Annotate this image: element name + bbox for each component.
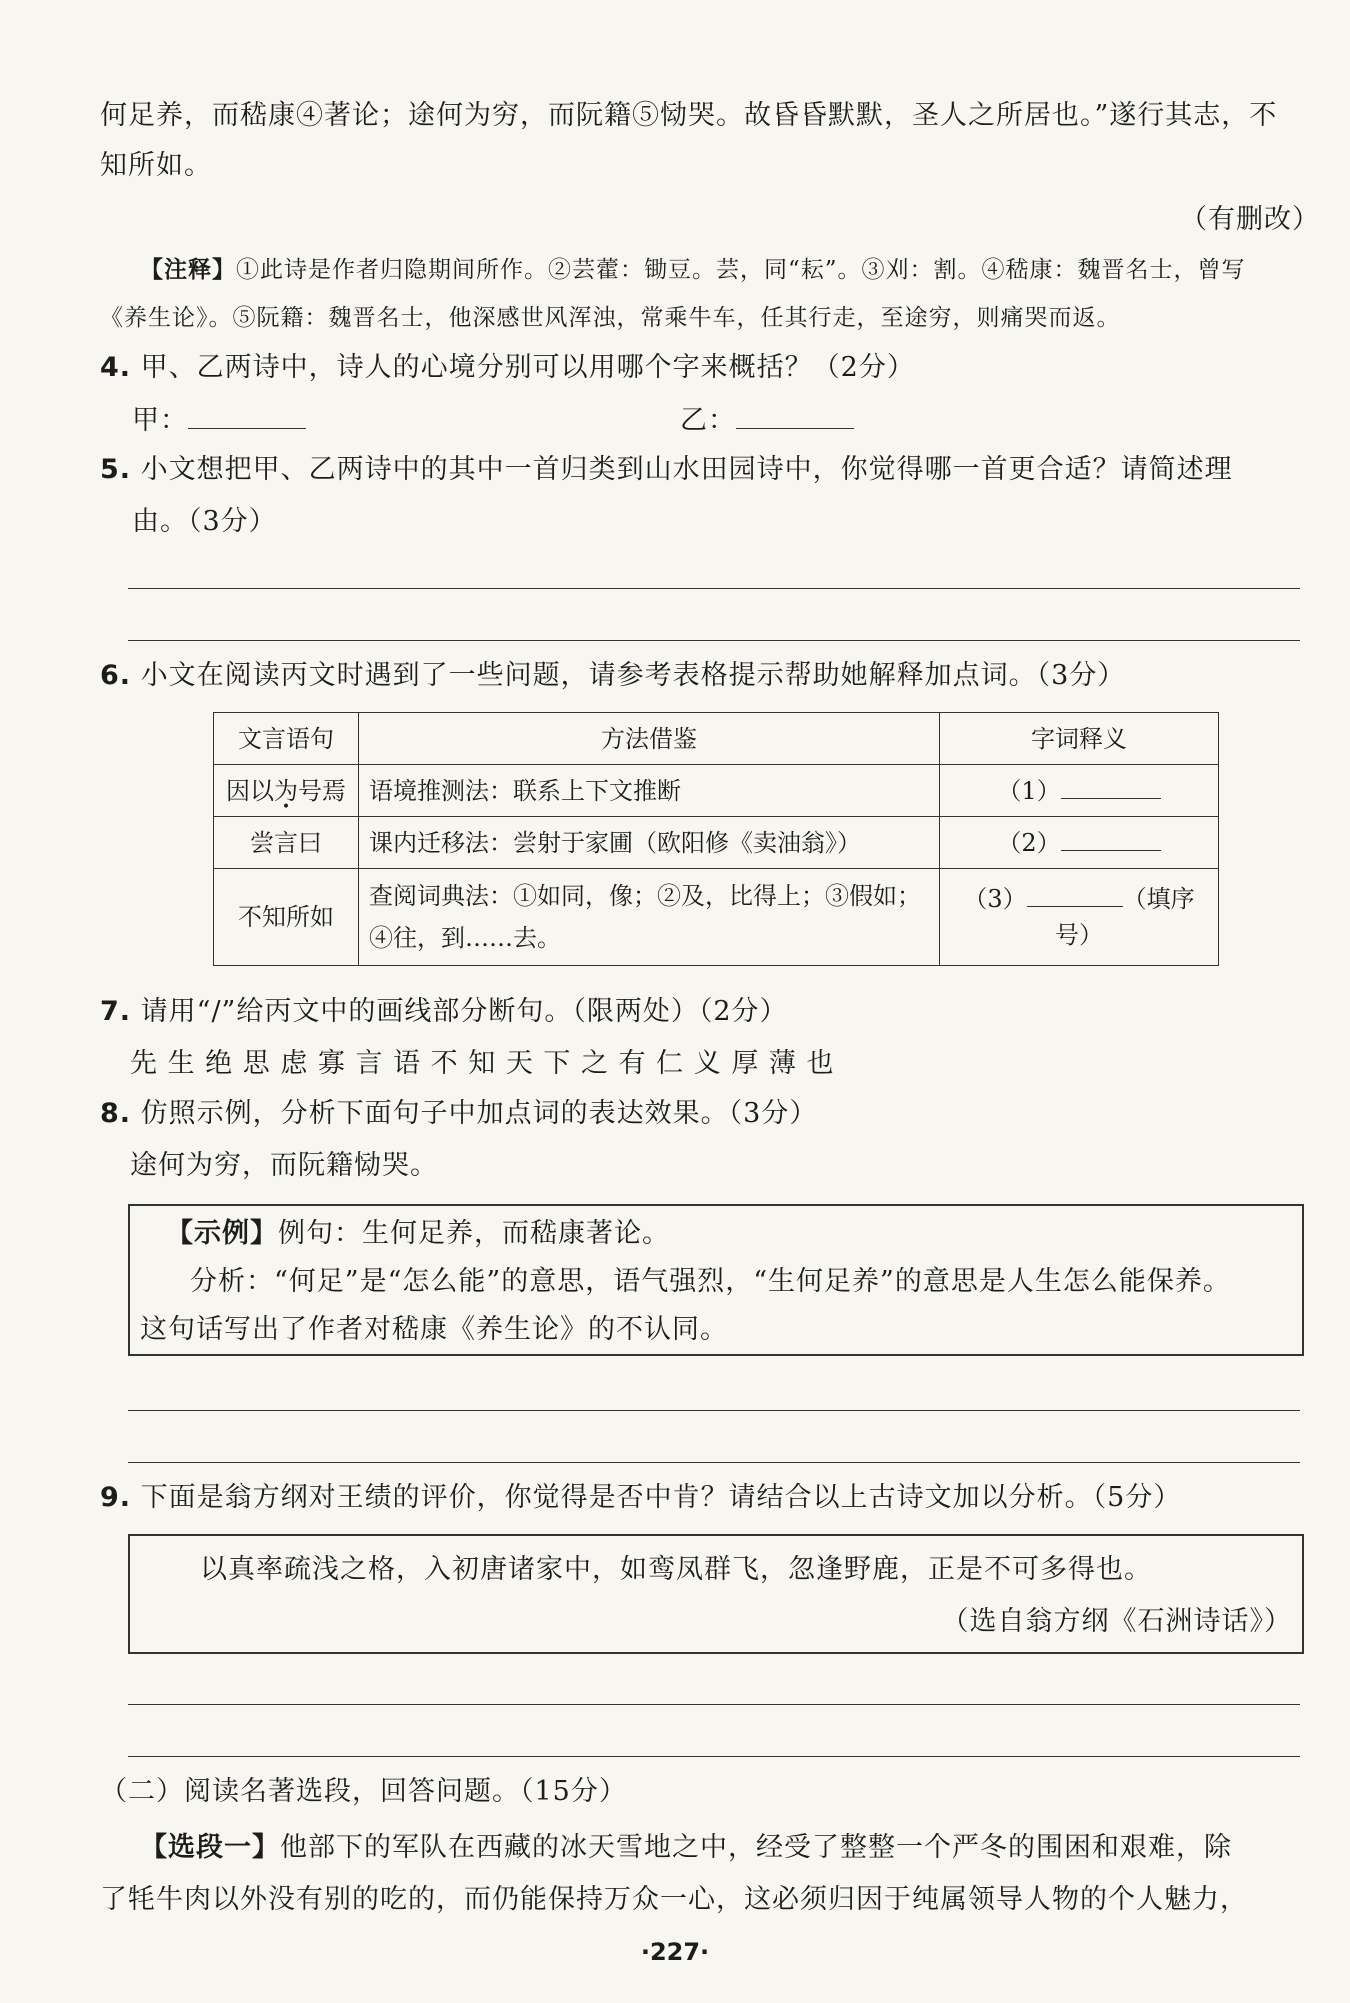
q7-sentence: 先 生 绝 思 虑 寡 言 语 不 知 天 下 之 有 仁 义 厚 薄 也 bbox=[130, 1048, 835, 1079]
answer-label-2: （2） bbox=[997, 828, 1061, 857]
phrase-2: 尝言曰 bbox=[250, 828, 322, 857]
notes-label: 【注释】 bbox=[140, 257, 236, 283]
q4-blank-b[interactable] bbox=[736, 400, 854, 429]
table-header-row bbox=[214, 713, 1219, 765]
question-5-text-2: 由。（3分） bbox=[132, 506, 277, 537]
method-3-line-2: ④往，到……去。 bbox=[369, 924, 561, 952]
table-row bbox=[214, 765, 1219, 817]
question-9-number: 9. bbox=[100, 1482, 132, 1513]
table-header-method: 方法借鉴 bbox=[359, 713, 940, 765]
table-header-answer: 字词释义 bbox=[940, 713, 1219, 765]
table-cell-method: 语境推测法：联系上下文推断 bbox=[359, 765, 940, 817]
passage-line-1: 何足养，而嵇康④著论；途何为穷，而阮籍⑤恸哭。故昏昏默默，圣人之所居也。”遂行其志，不 bbox=[100, 100, 1278, 131]
question-6 bbox=[100, 656, 1125, 696]
section-2-title: （二）阅读名著选段，回答问题。（15分） bbox=[100, 1776, 627, 1807]
page-number: ·227· bbox=[640, 1938, 710, 1966]
excerpt-label: 【选段一】 bbox=[140, 1832, 280, 1863]
example-line-2: 分析：“何足”是“怎么能”的意思，语气强烈，“生何足养”的意思是人生怎么能保养。 bbox=[190, 1266, 1231, 1297]
q4-label-b: 乙： bbox=[680, 405, 736, 436]
excerpt-text-1: 他部下的军队在西藏的冰天雪地之中，经受了整整一个严冬的围困和艰难，除 bbox=[280, 1832, 1232, 1863]
question-4-text: 甲、乙两诗中，诗人的心境分别可以用哪个字来概括？（2分） bbox=[140, 352, 915, 383]
question-5-number: 5. bbox=[100, 454, 132, 485]
q5-answer-line-1[interactable] bbox=[128, 588, 1300, 589]
q4-blank-a[interactable] bbox=[188, 400, 306, 429]
phrase-3: 不知所如 bbox=[238, 903, 334, 931]
excerpt-line-1 bbox=[140, 1828, 1232, 1868]
table-cell-answer bbox=[940, 869, 1219, 966]
source-note: （有删改） bbox=[1180, 204, 1320, 235]
question-5 bbox=[100, 450, 1233, 490]
table-row bbox=[214, 817, 1219, 869]
phrase-1: 因以为号焉 • bbox=[226, 777, 346, 805]
question-8-text: 仿照示例，分析下面句子中加点词的表达效果。（3分） bbox=[140, 1098, 818, 1129]
example-sentence: 例句：生何足养，而嵇康著论。 bbox=[278, 1218, 670, 1249]
notes-line-2: 《养生论》。⑤阮籍：魏晋名士，他深感世风浑浊，常乘牛车，任其行走，至途穷，则痛哭而返。 bbox=[100, 305, 1121, 331]
notes-text-1: ①此诗是作者归隐期间所作。②芸藿：锄豆。芸，同“耘”。③刈：割。④嵇康：魏晋名士，曾写 bbox=[236, 257, 1246, 283]
table-cell-answer bbox=[940, 765, 1219, 817]
example-label: 【示例】 bbox=[166, 1218, 278, 1249]
q6-blank-3[interactable] bbox=[1027, 882, 1123, 907]
question-5-text-1: 小文想把甲、乙两诗中的其中一首归类到山水田园诗中，你觉得哪一首更合适？请简述理 bbox=[140, 454, 1233, 485]
q8-answer-line-2[interactable] bbox=[128, 1462, 1300, 1463]
q6-blank-2[interactable] bbox=[1061, 826, 1161, 851]
question-9-text: 下面是翁方纲对王绩的评价，你觉得是否中肯？请结合以上古诗文加以分析。（5分） bbox=[140, 1482, 1182, 1513]
q8-answer-line-1[interactable] bbox=[128, 1410, 1300, 1411]
q5-answer-line-2[interactable] bbox=[128, 640, 1300, 641]
question-9 bbox=[100, 1478, 1181, 1518]
quote-text: 以真率疏浅之格，入初唐诸家中，如鸾凤群飞，忽逢野鹿，正是不可多得也。 bbox=[200, 1554, 1152, 1585]
table-header-phrase: 文言语句 bbox=[214, 713, 359, 765]
q4-answer-a bbox=[132, 400, 306, 441]
question-7-text: 请用“/”给丙文中的画线部分断句。（限两处）（2分） bbox=[140, 996, 788, 1027]
question-4-number: 4. bbox=[100, 352, 132, 383]
q9-answer-line-1[interactable] bbox=[128, 1704, 1300, 1705]
q4-label-a: 甲： bbox=[132, 405, 188, 436]
example-line-1 bbox=[166, 1214, 670, 1254]
vocab-table bbox=[213, 712, 1219, 966]
method-3-line-1: 查阅词典法：①如同，像；②及，比得上；③假如； bbox=[369, 882, 921, 910]
question-4 bbox=[100, 348, 915, 388]
example-box bbox=[128, 1204, 1304, 1356]
question-6-text: 小文在阅读丙文时遇到了一些问题，请参考表格提示帮助她解释加点词。（3分） bbox=[140, 660, 1126, 691]
excerpt-line-2: 了牦牛肉以外没有别的吃的，而仍能保持万众一心，这必须归因于纯属领导人物的个人魅力， bbox=[100, 1884, 1248, 1915]
passage-line-2: 知所如。 bbox=[100, 150, 212, 181]
q8-sentence: 途何为穷，而阮籍恸哭。 bbox=[130, 1150, 438, 1181]
question-8 bbox=[100, 1094, 817, 1134]
table-cell-method: 课内迁移法：尝射于家圃（欧阳修《卖油翁》） bbox=[359, 817, 940, 869]
table-cell-phrase bbox=[214, 869, 359, 966]
question-8-number: 8. bbox=[100, 1098, 132, 1129]
q6-blank-1[interactable] bbox=[1061, 774, 1161, 799]
question-6-number: 6. bbox=[100, 660, 132, 691]
quote-box bbox=[128, 1534, 1304, 1654]
answer-suffix-3: （填序号） bbox=[1055, 885, 1195, 949]
quote-source: （选自翁方纲《石洲诗话》） bbox=[941, 1606, 1292, 1637]
table-cell-answer bbox=[940, 817, 1219, 869]
table-row bbox=[214, 869, 1219, 966]
example-line-3: 这句话写出了作者对嵇康《养生论》的不认同。 bbox=[140, 1314, 728, 1345]
table-cell-phrase bbox=[214, 765, 359, 817]
q4-answer-b bbox=[680, 400, 854, 441]
answer-label-1: （1） bbox=[997, 776, 1061, 805]
table-cell-method bbox=[359, 869, 940, 966]
question-7 bbox=[100, 992, 788, 1032]
answer-label-3: （3） bbox=[963, 885, 1027, 913]
question-7-number: 7. bbox=[100, 996, 132, 1027]
q9-answer-line-2[interactable] bbox=[128, 1756, 1300, 1757]
notes-line-1 bbox=[140, 252, 1246, 288]
